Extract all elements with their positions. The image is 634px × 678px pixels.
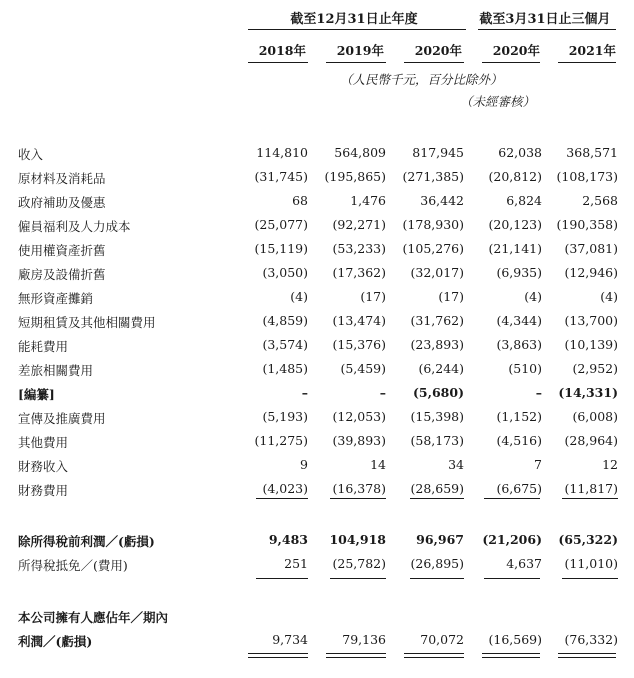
row-value: (4,344) <box>496 313 542 328</box>
row-value: 4,637 <box>506 556 542 571</box>
row-value: (17) <box>360 289 386 304</box>
row-value: – <box>379 385 386 400</box>
subtotal-underline <box>484 498 540 499</box>
row-value: (76,332) <box>564 632 618 647</box>
row-label: 收入 <box>18 147 44 162</box>
annual-period-header: 截至12月31日止年度 <box>290 12 418 27</box>
row-value: (510) <box>508 361 542 376</box>
row-label: 政府補助及優惠 <box>18 195 106 210</box>
row-value: 564,809 <box>334 145 386 160</box>
subtotal-underline <box>410 578 464 579</box>
total-double-underline <box>558 653 616 658</box>
row-value: (4,859) <box>262 313 308 328</box>
row-value: (4,516) <box>496 433 542 448</box>
row-value: 36,442 <box>420 193 464 208</box>
row-value: (6,675) <box>496 481 542 496</box>
row-value: (3,574) <box>262 337 308 352</box>
row-value: (195,865) <box>324 169 386 184</box>
row-value: (105,276) <box>402 241 464 256</box>
subtotal-underline <box>562 578 618 579</box>
row-value: (16,378) <box>332 481 386 496</box>
row-value: – <box>301 385 308 400</box>
year-underline <box>248 62 308 63</box>
row-value: (92,271) <box>332 217 386 232</box>
total-double-underline <box>248 653 308 658</box>
subtotal-underline <box>330 578 386 579</box>
row-value: (4) <box>290 289 308 304</box>
row-value: (3,863) <box>496 337 542 352</box>
row-label: 差旅相關費用 <box>18 363 94 378</box>
row-value: 368,571 <box>566 145 618 160</box>
row-value: 817,945 <box>412 145 464 160</box>
row-value: (28,659) <box>410 481 464 496</box>
row-value: (6,008) <box>572 409 618 424</box>
row-value: (190,358) <box>556 217 618 232</box>
row-value: (4) <box>600 289 618 304</box>
row-value: (37,081) <box>564 241 618 256</box>
row-value: (23,893) <box>410 337 464 352</box>
subtotal-underline <box>410 498 464 499</box>
row-value: 68 <box>292 193 308 208</box>
row-value: 9,483 <box>268 532 308 547</box>
row-value: (15,119) <box>254 241 308 256</box>
row-value: (39,893) <box>332 433 386 448</box>
row-value: 79,136 <box>342 632 386 647</box>
row-value: (17) <box>438 289 464 304</box>
row-value: (4,023) <box>262 481 308 496</box>
row-label: 能耗費用 <box>18 339 69 354</box>
row-label: 除所得稅前利潤／(虧損) <box>18 534 155 549</box>
row-value: (271,385) <box>402 169 464 184</box>
year-header-2020: 2020年 <box>414 43 462 58</box>
row-label: 財務費用 <box>18 483 69 498</box>
row-value: 251 <box>284 556 308 571</box>
row-value: (16,569) <box>488 632 542 647</box>
row-value: 70,072 <box>420 632 464 647</box>
total-double-underline <box>326 653 386 658</box>
row-value: (2,952) <box>572 361 618 376</box>
row-value: (17,362) <box>332 265 386 280</box>
unit-note: （人民幣千元，百分比除外） <box>340 72 503 87</box>
row-value: 2,568 <box>582 193 618 208</box>
row-label: 其他費用 <box>18 435 69 450</box>
row-value: (13,700) <box>564 313 618 328</box>
row-value: 34 <box>448 457 464 472</box>
row-value: (5,193) <box>262 409 308 424</box>
year-underline <box>404 62 464 63</box>
row-label: 利潤／(虧損) <box>18 634 93 649</box>
row-value: 6,824 <box>506 193 542 208</box>
row-label: 僱員福利及人力成本 <box>18 219 131 234</box>
row-value: 12 <box>602 457 618 472</box>
subtotal-underline <box>484 578 540 579</box>
row-value: (15,398) <box>410 409 464 424</box>
row-label: 使用權資產折舊 <box>18 243 106 258</box>
row-value: – <box>535 385 542 400</box>
row-value: (14,331) <box>558 385 618 400</box>
row-value: 14 <box>370 457 386 472</box>
row-value: (28,964) <box>564 433 618 448</box>
row-value: (5,680) <box>413 385 464 400</box>
year-underline <box>326 62 386 63</box>
row-value: (12,053) <box>332 409 386 424</box>
row-label: 無形資產攤銷 <box>18 291 94 306</box>
year-underline <box>558 62 616 63</box>
row-value: (65,322) <box>558 532 618 547</box>
row-label: 所得稅抵免／(費用) <box>18 558 128 573</box>
row-value: (20,123) <box>488 217 542 232</box>
row-value: 1,476 <box>350 193 386 208</box>
row-label: 財務收入 <box>18 459 69 474</box>
year-header-2020-q1: 2020年 <box>492 43 540 58</box>
row-value: (4) <box>524 289 542 304</box>
quarter-period-header: 截至3月31日止三個月 <box>479 12 611 27</box>
row-value: 114,810 <box>256 145 308 160</box>
row-value: 9 <box>300 457 308 472</box>
row-label: 宣傳及推廣費用 <box>18 411 106 426</box>
row-value: (12,946) <box>564 265 618 280</box>
row-value: (20,812) <box>488 169 542 184</box>
row-value: (11,010) <box>564 556 618 571</box>
row-label: [編纂] <box>18 387 55 402</box>
row-label: 廠房及設備折舊 <box>18 267 106 282</box>
row-value: (10,139) <box>564 337 618 352</box>
year-underline <box>482 62 540 63</box>
row-value: (11,817) <box>564 481 618 496</box>
quarter-header-underline <box>478 29 616 30</box>
row-value: (31,762) <box>410 313 464 328</box>
row-value: (5,459) <box>340 361 386 376</box>
row-value: (6,244) <box>418 361 464 376</box>
unaudited-note: （未經審核） <box>460 94 536 109</box>
row-value: (32,017) <box>410 265 464 280</box>
row-value: (21,141) <box>488 241 542 256</box>
row-value: 104,918 <box>329 532 386 547</box>
row-value: (53,233) <box>332 241 386 256</box>
row-value: (26,895) <box>410 556 464 571</box>
row-value: (108,173) <box>556 169 618 184</box>
row-value: (1,485) <box>262 361 308 376</box>
row-label: 短期租賃及其他相關費用 <box>18 315 156 330</box>
row-value: (25,077) <box>254 217 308 232</box>
row-value: (11,275) <box>254 433 308 448</box>
row-value: (21,206) <box>482 532 542 547</box>
total-double-underline <box>482 653 540 658</box>
row-value: (6,935) <box>496 265 542 280</box>
row-value: 7 <box>534 457 542 472</box>
total-double-underline <box>404 653 464 658</box>
year-header-2021-q1: 2021年 <box>568 43 616 58</box>
subtotal-underline <box>256 498 308 499</box>
row-label: 本公司擁有人應佔年／期內 <box>18 610 169 625</box>
row-value: (13,474) <box>332 313 386 328</box>
row-value: (3,050) <box>262 265 308 280</box>
row-value: (1,152) <box>496 409 542 424</box>
row-label: 原材料及消耗品 <box>18 171 106 186</box>
row-value: 62,038 <box>498 145 542 160</box>
row-value: (178,930) <box>402 217 464 232</box>
row-value: (15,376) <box>332 337 386 352</box>
year-header-2019: 2019年 <box>336 43 384 58</box>
subtotal-underline <box>562 498 618 499</box>
subtotal-underline <box>256 578 308 579</box>
row-value: (31,745) <box>254 169 308 184</box>
row-value: 9,734 <box>272 632 308 647</box>
row-value: 96,967 <box>416 532 464 547</box>
subtotal-underline <box>330 498 386 499</box>
row-value: (58,173) <box>410 433 464 448</box>
year-header-2018: 2018年 <box>258 43 306 58</box>
annual-header-underline <box>248 29 466 30</box>
row-value: (25,782) <box>332 556 386 571</box>
